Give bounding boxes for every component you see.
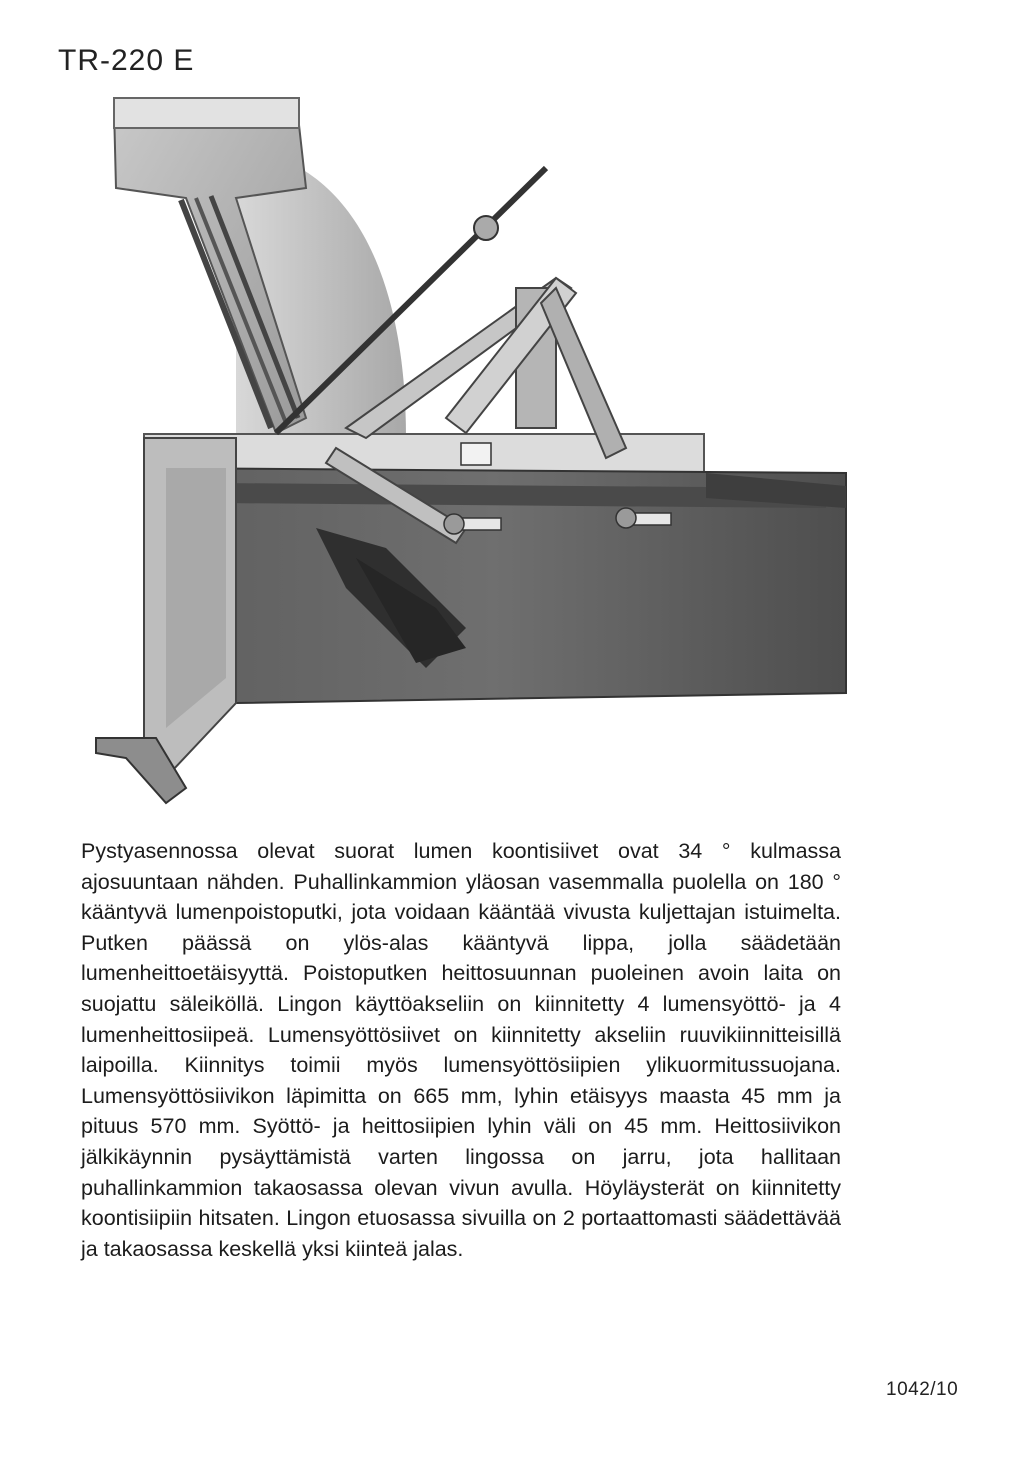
- page-number: 1042/10: [886, 1379, 959, 1400]
- description-paragraph: Pystyasennossa olevat suorat lumen koontisiivet ovat 34 ° kulmassa ajosuuntaan nähden. Puhallinkammion yläosan vasemmalla puolella on 180 ° kääntyvä lumenpoistoputki, jota voidaan kääntää vivusta kuljettajan istuimelta. Putken päässä on ylös-alas kääntyvä lippa, jolla säädetään lumenheittoetäisyyttä. Poistoputken heittosuunnan puoleinen avoin laita on suojattu säleiköllä. Lingon käyttöakseliin on kiinnitetty 4 lumensyöttö- ja 4 lumenheittosiipeä. Lumensyöttösiivet on kiinnitetty akseliin ruuvikiinnitteisillä laipoilla. Kiinnitys toimii myös lumensyöttösiipien ylikuormitussuojana. Lumensyöttösiivikon läpimitta on 665 mm, lyhin etäisyys maasta 45 mm ja pituus 570 mm. Syöttö- ja heittosiipien lyhin väli on 45 mm. Heittosiivikon jälkikäynnin pysäyttämistä varten lingossa on jarru, jota hallitaan puhallinkammion takaosassa olevan vivun avulla. Höyläysterät on kiinnitetty koontisiipiin hitsaten. Lingon etuosassa sivuilla on 2 portaattomasti säädettävää ja takaosassa keskellä yksi kiinteä jalas.: [81, 839, 841, 1261]
- machine-photo: [86, 88, 866, 808]
- page-title: TR-220 E: [58, 44, 195, 77]
- snow-blower-machine-photo-icon: [86, 88, 866, 808]
